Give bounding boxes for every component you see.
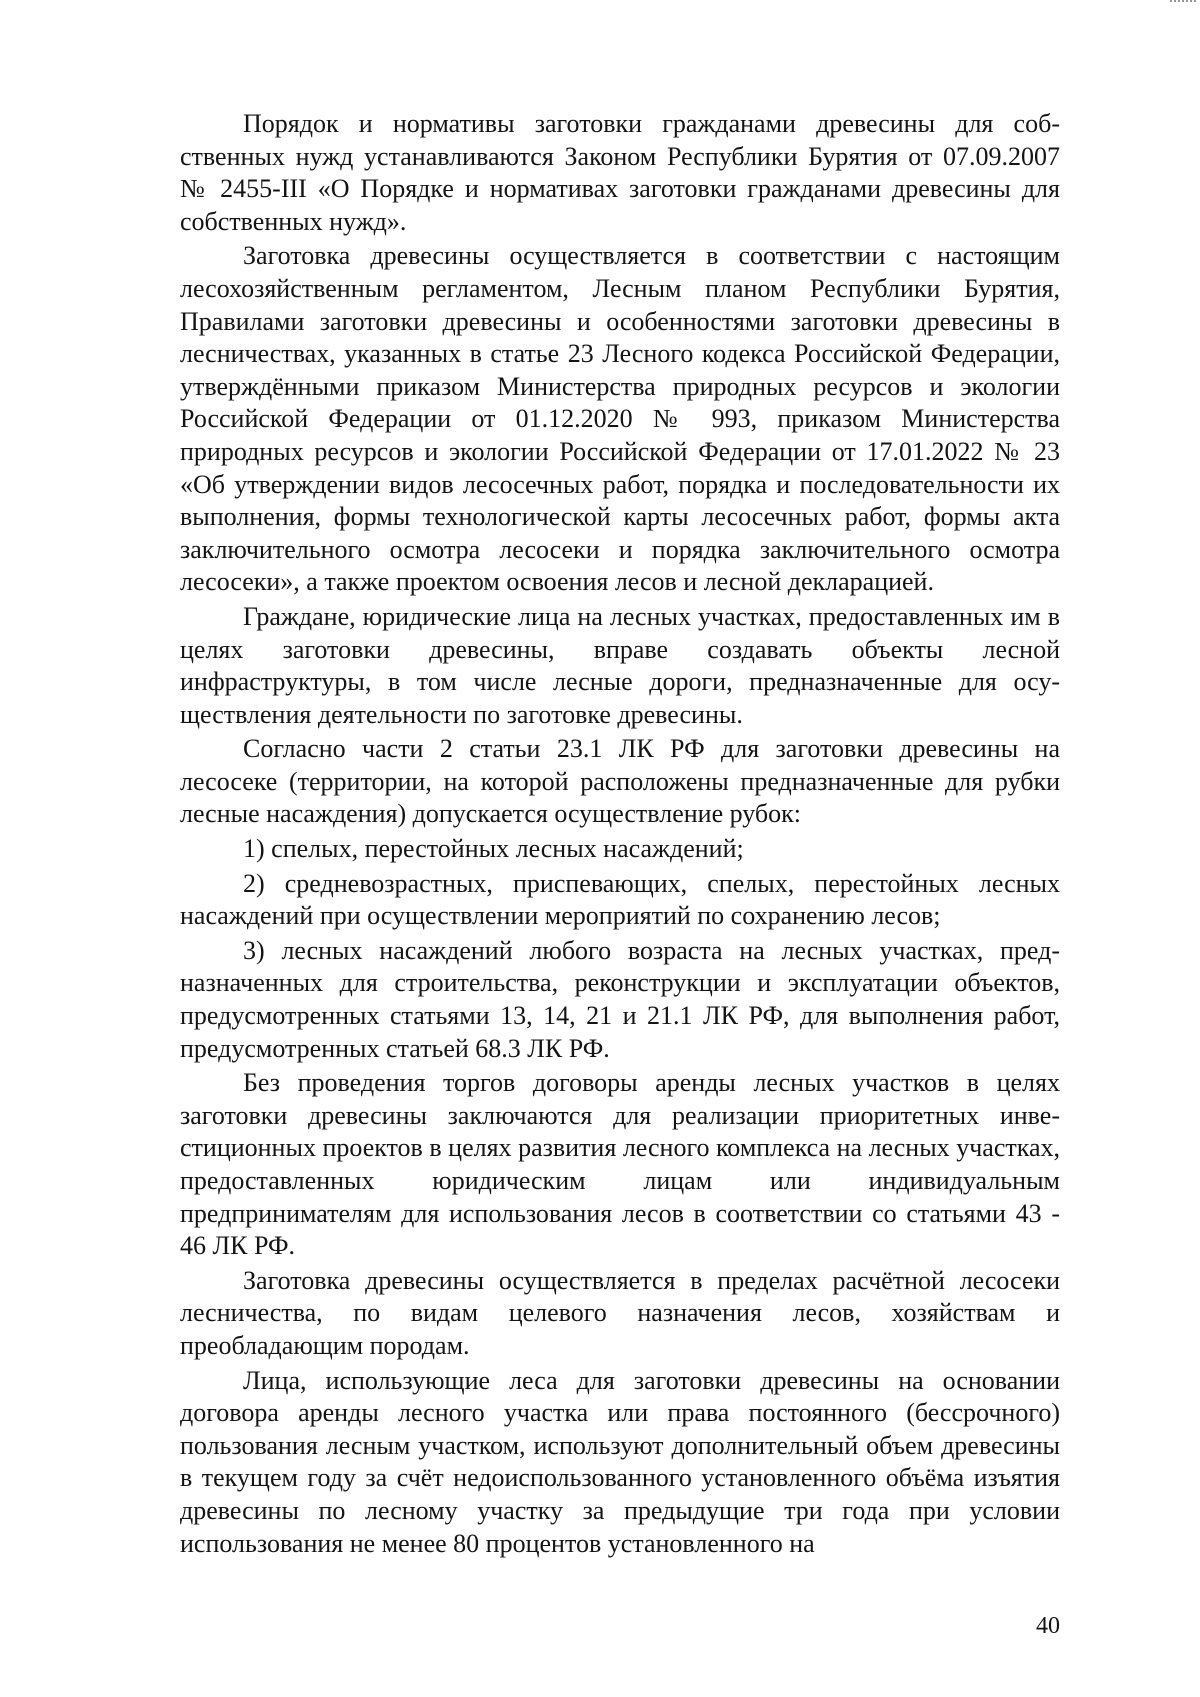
scan-corner-mark — [1170, 0, 1196, 6]
body-text — [180, 108, 1060, 1562]
list-item-2: 2) средневозрастных, приспевающих, спелых, перестойных лесных насаждений при осуществлении мероприятий по сохранению лесов; — [180, 868, 1060, 931]
page-number: 40 — [1036, 1613, 1060, 1639]
paragraph-legal-basis: Порядок и нормативы заготовки гражданами древесины для собственных нужд устанавливаются Законом Республики Бурятия от 07.09.2007 № 2455-III «О Порядке и нормативах заготовки гражданами древесины для собственных нужд». — [180, 109, 1060, 236]
list-item-3: 3) лесных насаждений любого возраста на лесных участках, предназначенных для строительства, реконструкции и эксплуатации объектов, предусмотренных статьями 13, 14, 21 и 21.1 ЛК РФ, для выполнения работ, предусмотренных статьей 68.3 ЛК РФ. — [180, 935, 1060, 1063]
paragraph-harvesting-rules: Заготовка древесины осуществляется в соответствии с настоящим лесохозяйственным регламентом, Лесным планом Республики Бурятия, Правилами заготовки древесины и особенностями заготовки древесины в лесничествах, указанных в статье 23 Лесного кодекса Российской Федерации, утверждёнными приказом Министерства природных ресурсов и экологии Российской Федерации от 01.12.2020 № 993, приказом Министерства природных ресурсов и экологии Российской Федерации от 17.01.2022 № 23 «Об утверждении видов лесосечных работ, порядка и последовательности их выполнения, формы технологической карты лесосечных работ, формы акта заключительного осмотра лесосеки и порядка заключительного осмотра лесосеки», а также проектом освоения лесов и лесной декларацией. — [180, 241, 1060, 597]
list-item-1: 1) спелых, перестойных лесных насаждений; — [243, 834, 744, 864]
paragraph-additional-volume: Лица, использующие леса для заготовки древесины на основании договора аренды лесного участка или права постоянного (бессрочного) пользования лесным участком, используют дополнительный объем древесины в текущем году за счёт недоиспользованного установленного объёма изъятия древесины по лесному участку за предыдущие три года при условии использования не менее 80 процентов установленного на — [180, 1365, 1060, 1558]
paragraph-infrastructure: Граждане, юридические лица на лесных участках, предоставленных им в целях заготовки древесины, вправе создавать объекты лесной инфраструктуры, в том числе лесные дороги, предназначенные для осуществления деятельности по заготовке древесины. — [180, 601, 1060, 729]
paragraph-lease-without-tender: Без проведения торгов договоры аренды лесных участков в целях заготовки древесины заключаются для реализации приоритетных инвестиционных проектов в целях развития лесного комплекса на лесных участках, предоставленных юридическим лицам или индивидуальным предпринимателям для использования лесов в соответствии со статьями 43 - 46 ЛК РФ. — [180, 1068, 1060, 1261]
paragraph-allowable-cut: Заготовка древесины осуществляется в пределах расчётной лесосеки лесничества, по видам целевого назначения лесов, хозяйствам и преобладающим породам. — [180, 1265, 1060, 1360]
paragraph-felling-types: Согласно части 2 статьи 23.1 ЛК РФ для заготовки древесины на лесосеке (территории, на которой расположены предназначенные для рубки лесные насаждения) допускается осуществление рубок: — [180, 734, 1060, 829]
